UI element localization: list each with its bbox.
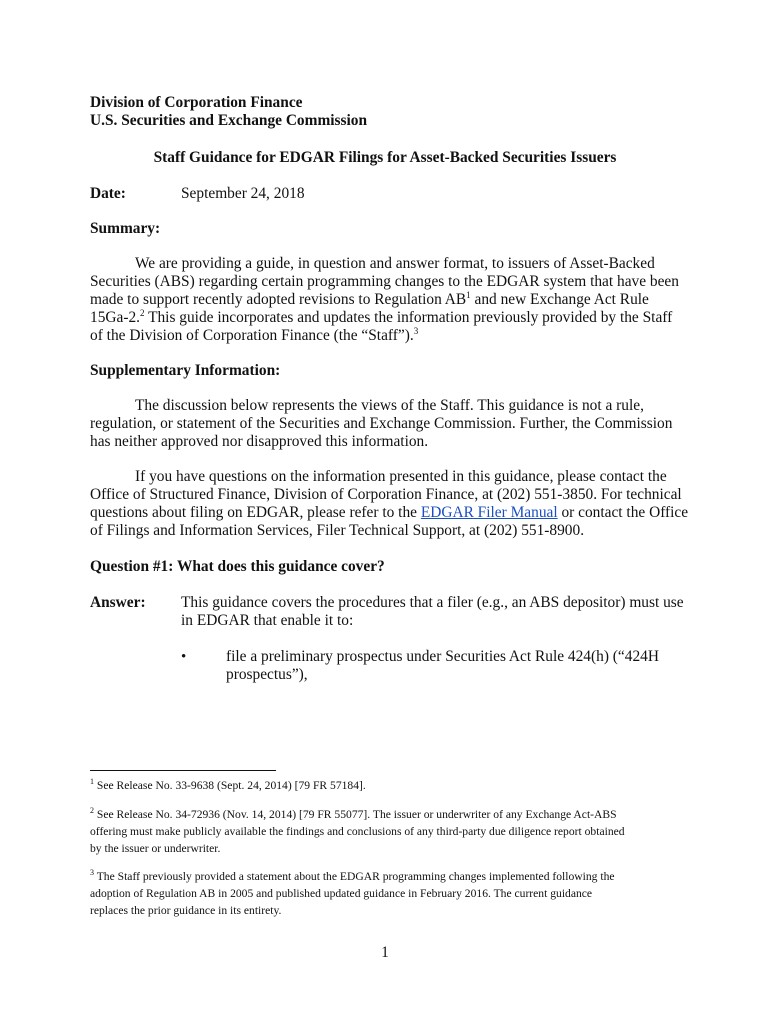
page-number: 1 [381, 944, 389, 961]
footnote-3 [90, 868, 686, 919]
division-heading: Division of Corporation Finance [90, 94, 303, 111]
bullet-icon: • [181, 649, 187, 665]
summary-line: We are providing a guide, in question and answer format, to issuers of Asset-Backed [135, 255, 655, 272]
list-item [226, 648, 686, 684]
agency-heading: U.S. Securities and Exchange Commission [90, 112, 368, 129]
summary-heading: Summary: [90, 220, 161, 237]
paragraph-line: If you have questions on the information presented in this guidance, please contact the [135, 468, 667, 485]
list-item-line: prospectus”), [226, 666, 308, 683]
paragraph-line: Office of Structured Finance, Division of Corporation Finance, at (202) 551-3850. For technical [90, 486, 682, 503]
summary-line: made to support recently adopted revisions to Regulation $AB^1$ and new Exchange Act Rule [90, 289, 649, 308]
footnote-text: offering must make publicly available the findings and conclusions of any third-party due diligence report obtained [90, 825, 625, 838]
date-label: Date: [90, 185, 126, 202]
footnote-2 [90, 806, 686, 857]
answer-label: Answer: [90, 594, 146, 611]
list-item-line: file a preliminary prospectus under Securities Act Rule 424(h) (“424H [226, 648, 659, 665]
document-title: Staff Guidance for EDGAR Filings for Asset-Backed Securities Issuers [153, 149, 617, 166]
supplementary-heading: Supplementary Information: [90, 362, 281, 379]
footnote-ref-1: 1 [466, 289, 471, 300]
footnote-number: 2 [90, 806, 94, 816]
paragraph-line: of Filings and Information Services, Filer Technical Support, at (202) 551-8900. [90, 522, 585, 539]
footnote-text: by the issuer or underwriter. [90, 842, 221, 855]
footnote-number: 1 [90, 777, 94, 787]
summary-line: Securities (ABS) regarding certain programming changes to the EDGAR system that have been [90, 273, 679, 290]
paragraph-line: has neither approved nor disapproved this information. [90, 433, 429, 450]
summary-paragraph [90, 255, 686, 345]
edgar-filer-manual-link[interactable]: EDGAR Filer Manual [420, 504, 558, 521]
answer-line: in EDGAR that enable it to: [181, 612, 354, 629]
footnote-ref-3: 3 [413, 325, 419, 336]
paragraph-line: The discussion below represents the views of the Staff. This guidance is not a rule, [135, 397, 644, 414]
footnote-text: See Release No. 34-72936 (Nov. 14, 2014) [79 FR 55077]. The issuer or underwriter of any Exchange Act-ABS [96, 808, 617, 821]
footnote-divider [90, 770, 276, 771]
summary-line: 15Ga-2.$^2$ This guide incorporates and updates the information previously provided by the Staff [90, 307, 673, 326]
footnote-text: See Release No. 33-9638 (Sept. 24, 2014) [79 FR 57184]. [96, 779, 366, 792]
footnote-ref-2: 2 [140, 307, 145, 318]
date-value: September 24, 2018 [181, 185, 305, 202]
summary-line: of the Division of Corporation Finance (the “Staff”).$^3$ [90, 325, 419, 344]
question-1-heading: Question #1: What does this guidance cover? [90, 558, 385, 575]
footnote-1 [90, 777, 686, 794]
paragraph-line: regulation, or statement of the Securities and Exchange Commission. Further, the Commission [90, 415, 673, 432]
answer-line: This guidance covers the procedures that a filer (e.g., an ABS depositor) must use [181, 594, 684, 611]
supplementary-paragraph-2 [90, 468, 689, 540]
supplementary-paragraph-1 [90, 397, 686, 451]
footnote-text: The Staff previously provided a statement about the EDGAR programming changes implemented following the [96, 870, 615, 883]
footnote-text: adoption of Regulation AB in 2005 and published updated guidance in February 2016. The current guidance [90, 887, 593, 900]
answer-text [181, 594, 686, 630]
footnote-number: 3 [90, 868, 94, 878]
footnote-text: replaces the prior guidance in its entirety. [90, 904, 282, 917]
paragraph-line: questions about filing on EDGAR, please refer to the EDGAR Filer Manual or contact the Office [90, 504, 689, 521]
